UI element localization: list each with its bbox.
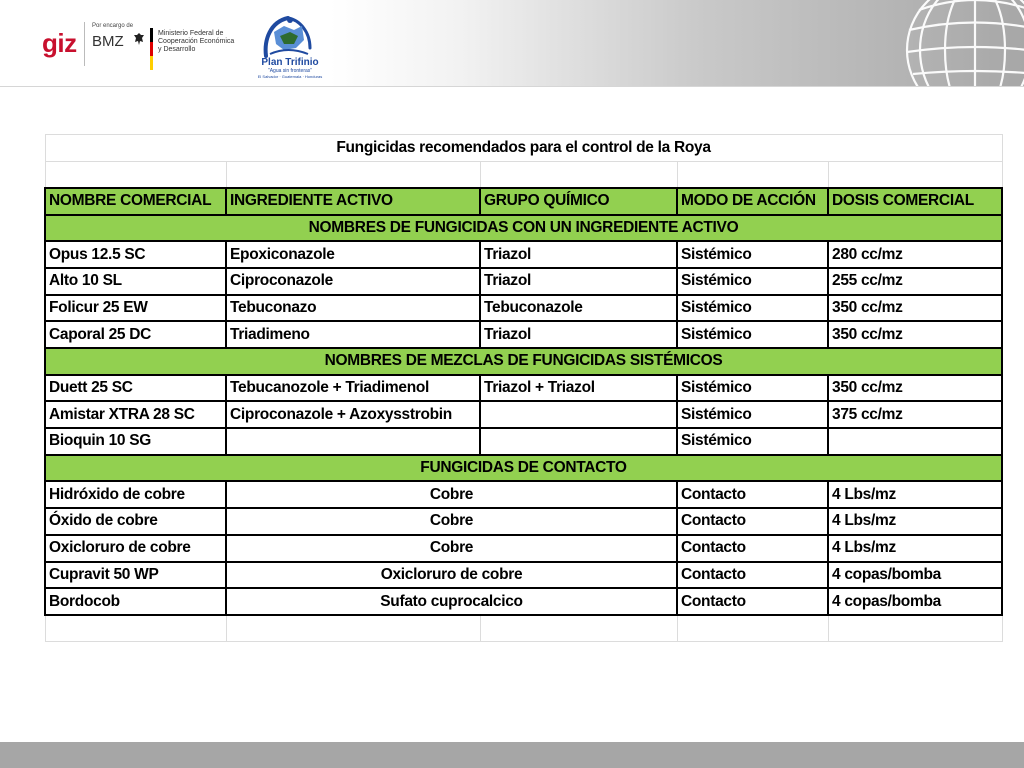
- cell-grupo: Triazol: [480, 241, 677, 268]
- table-spacer-row: [45, 161, 1002, 188]
- bmz-logo-text: BMZ: [92, 33, 124, 50]
- cell-nombre: Cupravit 50 WP: [45, 562, 226, 589]
- eagle-icon: [133, 32, 145, 46]
- cell-modo: Sistémico: [677, 401, 828, 428]
- table-title-row: [45, 135, 1002, 162]
- cell-grupo: Triazol: [480, 268, 677, 295]
- cell-dosis: [828, 428, 1002, 455]
- cell-nombre: Folicur 25 EW: [45, 295, 226, 322]
- column-header-modo: MODO DE ACCIÓN: [677, 188, 828, 215]
- cell-modo: Contacto: [677, 508, 828, 535]
- column-header-grupo: GRUPO QUÍMICO: [480, 188, 677, 215]
- cell-nombre: Duett 25 SC: [45, 375, 226, 402]
- table-row: [45, 321, 1002, 348]
- cell-dosis: 280 cc/mz: [828, 241, 1002, 268]
- fungicide-table-container: [44, 134, 1001, 642]
- cell-ingrediente: Tebucanozole + Triadimenol: [226, 375, 480, 402]
- cell-ingrediente: Ciproconazole + Azoxysstrobin: [226, 401, 480, 428]
- cell-ingrediente: Cobre: [226, 508, 677, 535]
- empty-cell: [226, 615, 480, 642]
- ministerio-line: Cooperación Económica: [158, 38, 235, 45]
- table-row: [45, 535, 1002, 562]
- cell-nombre: Opus 12.5 SC: [45, 241, 226, 268]
- column-header-dosis: DOSIS COMERCIAL: [828, 188, 1002, 215]
- cell-nombre: Caporal 25 DC: [45, 321, 226, 348]
- cell-modo: Sistémico: [677, 321, 828, 348]
- table-row: [45, 508, 1002, 535]
- cell-dosis: 4 Lbs/mz: [828, 535, 1002, 562]
- cell-dosis: 375 cc/mz: [828, 401, 1002, 428]
- cell-dosis: 4 copas/bomba: [828, 562, 1002, 589]
- header-banner: [0, 0, 1024, 87]
- table-row: [45, 241, 1002, 268]
- cell-dosis: 255 cc/mz: [828, 268, 1002, 295]
- cell-nombre: Oxicloruro de cobre: [45, 535, 226, 562]
- section-header-row: [45, 215, 1002, 242]
- table-title: Fungicidas recomendados para el control de la Roya: [45, 135, 1002, 162]
- cell-modo: Contacto: [677, 535, 828, 562]
- fungicide-table: [44, 134, 1003, 642]
- cell-ingrediente: Oxicloruro de cobre: [226, 562, 677, 589]
- cell-nombre: Amistar XTRA 28 SC: [45, 401, 226, 428]
- flag-band-red: [150, 42, 153, 56]
- table-row: [45, 401, 1002, 428]
- cell-dosis: 350 cc/mz: [828, 321, 1002, 348]
- plan-trifinio-countries: El Salvador · Guatemala · Honduras: [257, 74, 323, 79]
- empty-cell: [45, 615, 226, 642]
- table-row: [45, 375, 1002, 402]
- cell-modo: Sistémico: [677, 295, 828, 322]
- cell-ingrediente: Tebuconazo: [226, 295, 480, 322]
- globe-decoration-icon: [895, 0, 1024, 87]
- empty-cell: [828, 161, 1002, 188]
- cell-dosis: 350 cc/mz: [828, 375, 1002, 402]
- german-flag-stripe: [150, 28, 153, 70]
- cell-grupo: Triazol: [480, 321, 677, 348]
- cell-modo: Contacto: [677, 588, 828, 615]
- empty-cell: [480, 161, 677, 188]
- cell-dosis: 4 Lbs/mz: [828, 481, 1002, 508]
- column-header-ingrediente: INGREDIENTE ACTIVO: [226, 188, 480, 215]
- section-label: FUNGICIDAS DE CONTACTO: [45, 455, 1002, 482]
- cell-ingrediente: Triadimeno: [226, 321, 480, 348]
- footer-bar: [0, 742, 1024, 768]
- cell-ingrediente: Cobre: [226, 481, 677, 508]
- empty-cell: [45, 161, 226, 188]
- cell-modo: Contacto: [677, 562, 828, 589]
- plan-trifinio-emblem-icon: [260, 10, 316, 60]
- cell-grupo: Triazol + Triazol: [480, 375, 677, 402]
- table-trailing-row: [45, 615, 1002, 642]
- column-header-nombre: NOMBRE COMERCIAL: [45, 188, 226, 215]
- cell-nombre: Bordocob: [45, 588, 226, 615]
- cell-ingrediente: Ciproconazole: [226, 268, 480, 295]
- table-row: [45, 588, 1002, 615]
- cell-ingrediente: Sufato cuprocalcico: [226, 588, 677, 615]
- ministerio-line: Ministerio Federal de: [158, 30, 224, 37]
- cell-ingrediente: [226, 428, 480, 455]
- empty-cell: [480, 615, 677, 642]
- cell-modo: Sistémico: [677, 375, 828, 402]
- flag-band-gold: [150, 56, 153, 70]
- cell-grupo: Tebuconazole: [480, 295, 677, 322]
- table-row: [45, 481, 1002, 508]
- cell-nombre: Bioquin 10 SG: [45, 428, 226, 455]
- table-row: [45, 562, 1002, 589]
- cell-dosis: 4 Lbs/mz: [828, 508, 1002, 535]
- cell-modo: Contacto: [677, 481, 828, 508]
- cell-grupo: [480, 401, 677, 428]
- cell-ingrediente: Cobre: [226, 535, 677, 562]
- section-label: NOMBRES DE FUNGICIDAS CON UN INGREDIENTE ACTIVO: [45, 215, 1002, 242]
- cell-nombre: Óxido de cobre: [45, 508, 226, 535]
- table-row: [45, 295, 1002, 322]
- table-row: [45, 428, 1002, 455]
- cell-ingrediente: Epoxiconazole: [226, 241, 480, 268]
- plan-trifinio-tagline: "Agua sin fronteras": [267, 68, 313, 74]
- table-header-row: [45, 188, 1002, 215]
- cell-modo: Sistémico: [677, 268, 828, 295]
- bmz-caption: Por encargo de: [92, 23, 134, 29]
- giz-logo: giz: [42, 28, 77, 58]
- ministerio-text: [158, 30, 238, 54]
- cell-modo: Sistémico: [677, 428, 828, 455]
- table-row: [45, 268, 1002, 295]
- empty-cell: [828, 615, 1002, 642]
- cell-dosis: 4 copas/bomba: [828, 588, 1002, 615]
- logo-divider: [84, 22, 85, 66]
- plan-trifinio-logo-text: Plan Trifinio: [261, 57, 319, 68]
- cell-dosis: 350 cc/mz: [828, 295, 1002, 322]
- cell-grupo: [480, 428, 677, 455]
- cell-nombre: Alto 10 SL: [45, 268, 226, 295]
- empty-cell: [226, 161, 480, 188]
- cell-modo: Sistémico: [677, 241, 828, 268]
- section-header-row: [45, 455, 1002, 482]
- empty-cell: [677, 615, 828, 642]
- section-label: NOMBRES DE MEZCLAS DE FUNGICIDAS SISTÉMICOS: [45, 348, 1002, 375]
- section-header-row: [45, 348, 1002, 375]
- ministerio-line: y Desarrollo: [158, 46, 196, 53]
- flag-band-black: [150, 28, 153, 42]
- empty-cell: [677, 161, 828, 188]
- cell-nombre: Hidróxido de cobre: [45, 481, 226, 508]
